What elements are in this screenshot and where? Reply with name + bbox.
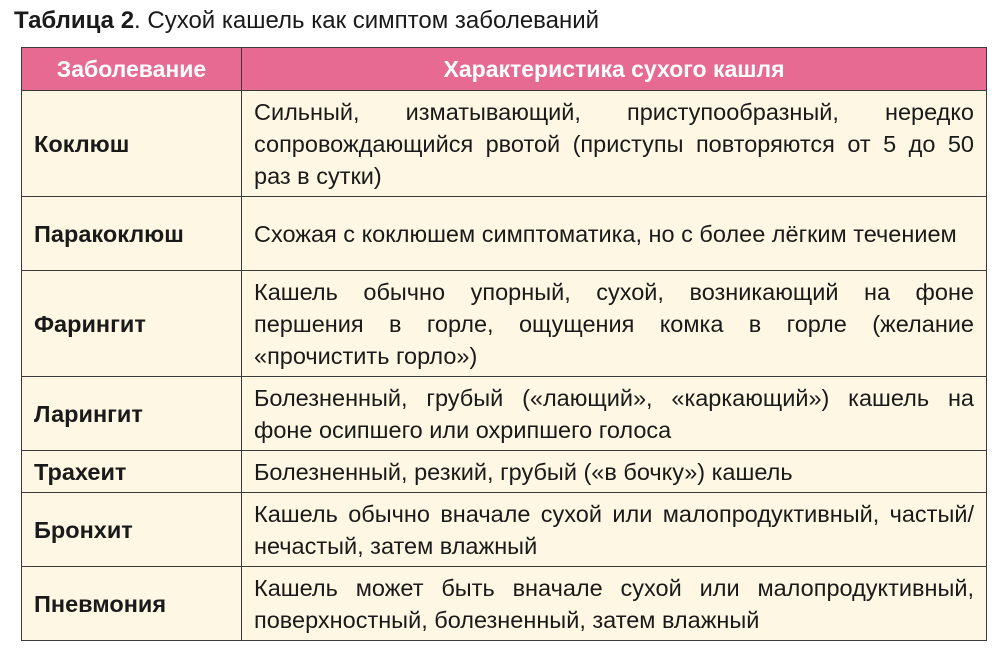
title-separator: . xyxy=(134,7,148,34)
column-header-characteristic: Характеристика сухого кашля xyxy=(242,48,987,91)
table-title xyxy=(14,6,599,36)
disease-cell: Паракоклюш xyxy=(22,197,242,271)
table-row xyxy=(22,197,987,271)
description-cell: Кашель обычно вначале сухой или малопродуктивный, частый/нечастый, затем влажный xyxy=(242,493,987,567)
table-row xyxy=(22,493,987,567)
column-header-disease: Заболевание xyxy=(22,48,242,91)
disease-cell: Коклюш xyxy=(22,91,242,197)
disease-cell: Трахеит xyxy=(22,451,242,493)
table-header-row xyxy=(22,48,987,91)
table-row xyxy=(22,271,987,377)
table-row xyxy=(22,567,987,641)
description-cell: Сильный, изматывающий, приступообразный, нередко сопровождающийся рвотой (приступы повторяются от 5 до 50 раз в сутки) xyxy=(242,91,987,197)
disease-cell: Бронхит xyxy=(22,493,242,567)
description-cell: Болезненный, грубый («лающий», «каркающий») кашель на фоне осипшего или охрипшего голоса xyxy=(242,377,987,451)
disease-cell: Ларингит xyxy=(22,377,242,451)
table-caption: Сухой кашель как симптом заболеваний xyxy=(147,7,600,34)
disease-cell: Фарингит xyxy=(22,271,242,377)
description-cell: Кашель обычно упорный, сухой, возникающий на фоне першения в горле, ощущения комка в горле (желание «прочистить горло») xyxy=(242,271,987,377)
disease-cell: Пневмония xyxy=(22,567,242,641)
description-cell: Кашель может быть вначале сухой или малопродуктивный, поверхностный, болезненный, затем влажный xyxy=(242,567,987,641)
table-number: Таблица 2 xyxy=(14,7,135,34)
description-cell: Схожая с коклюшем симптоматика, но с более лёгким течением xyxy=(242,197,987,271)
table-row xyxy=(22,377,987,451)
description-cell: Болезненный, резкий, грубый («в бочку») кашель xyxy=(242,451,987,493)
table-row xyxy=(22,451,987,493)
symptoms-table xyxy=(21,47,987,641)
table-row xyxy=(22,91,987,197)
